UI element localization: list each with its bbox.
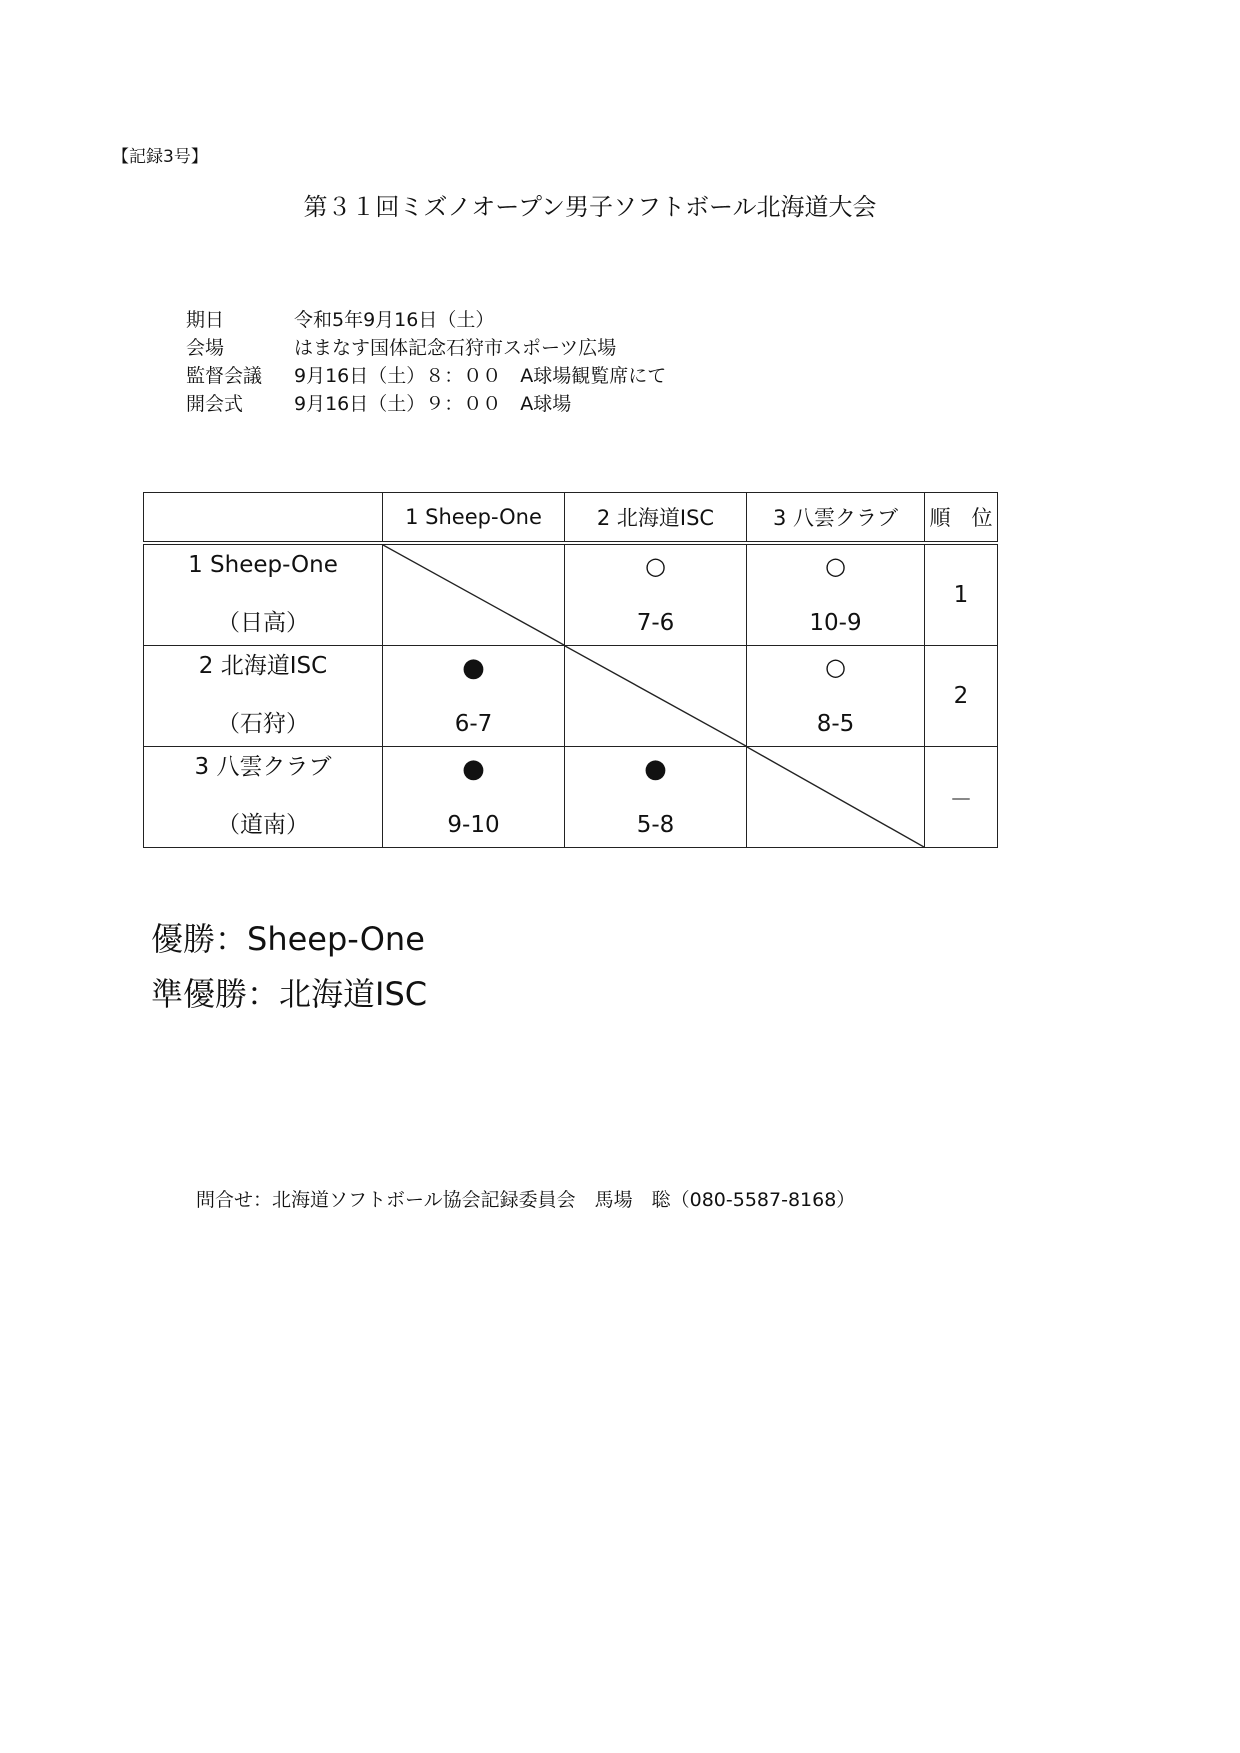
result-cell: [747, 646, 925, 747]
header-team-1: 1 Sheep-One: [383, 493, 565, 544]
match-score: 10-9: [809, 610, 862, 637]
header-team-2: 2 北海道ISC: [565, 493, 747, 544]
team-cell: [144, 646, 383, 747]
loss-mark: ●: [644, 754, 667, 784]
team-region: （道南）: [217, 812, 309, 839]
info-label-date: 期日: [186, 309, 225, 331]
runner-up-result: 準優勝：北海道ISC: [151, 975, 428, 1013]
result-cell: [565, 747, 747, 848]
self-match-cell: [383, 543, 565, 646]
info-value-venue: はまなす国体記念石狩市スポーツ広場: [294, 337, 617, 359]
rank-cell: 1: [925, 543, 998, 646]
header-rank: 順 位: [925, 493, 998, 544]
win-mark: ○: [825, 552, 846, 580]
result-cell: [383, 646, 565, 747]
team-name: 2 北海道ISC: [198, 653, 328, 679]
team-name: 3 八雲クラブ: [194, 754, 332, 780]
team-name: 1 Sheep-One: [188, 552, 338, 578]
info-label-managers-meeting: 監督会議: [186, 365, 263, 387]
champion-result: 優勝：Sheep-One: [151, 920, 425, 958]
team-region: （日高）: [217, 610, 309, 637]
rank-cell: 2: [925, 646, 998, 747]
contact-info: 問合せ：北海道ソフトボール協会記録委員会 馬場 聡（080-5587-8168）: [196, 1189, 856, 1211]
document-title: 第３１回ミズノオープン男子ソフトボール北海道大会: [303, 193, 877, 221]
match-score: 9-10: [447, 812, 500, 839]
record-number: 【記録3号】: [112, 147, 208, 167]
self-match-cell: [747, 747, 925, 848]
self-match-cell: [565, 646, 747, 747]
table-row: [144, 543, 998, 646]
table-header-row: [144, 493, 998, 544]
diagonal-line: [747, 747, 924, 847]
team-region: （石狩）: [217, 711, 309, 738]
diagonal-line: [383, 545, 564, 645]
info-value-managers-meeting: 9月16日（土）８：００ A球場観覧席にて: [294, 365, 667, 387]
table-row: [144, 646, 998, 747]
result-cell: [383, 747, 565, 848]
info-label-opening-ceremony: 開会式: [186, 393, 244, 415]
result-cell: [747, 543, 925, 646]
match-score: 5-8: [636, 812, 675, 839]
loss-mark: ●: [462, 653, 485, 683]
info-value-date: 令和5年9月16日（土）: [294, 309, 495, 331]
league-results-table: [143, 492, 998, 848]
rank-cell: －: [925, 747, 998, 848]
table-row: [144, 747, 998, 848]
loss-mark: ●: [462, 754, 485, 784]
info-label-venue: 会場: [186, 337, 225, 359]
match-score: 7-6: [636, 610, 675, 637]
header-corner: [144, 493, 383, 544]
team-cell: [144, 747, 383, 848]
win-mark: ○: [645, 552, 666, 580]
win-mark: ○: [825, 653, 846, 681]
result-cell: [565, 543, 747, 646]
diagonal-line: [565, 646, 746, 746]
header-team-3: 3 八雲クラブ: [747, 493, 925, 544]
match-score: 6-7: [454, 711, 493, 738]
team-cell: [144, 543, 383, 646]
match-score: 8-5: [816, 711, 855, 738]
info-value-opening-ceremony: 9月16日（土）９：００ A球場: [294, 393, 572, 415]
